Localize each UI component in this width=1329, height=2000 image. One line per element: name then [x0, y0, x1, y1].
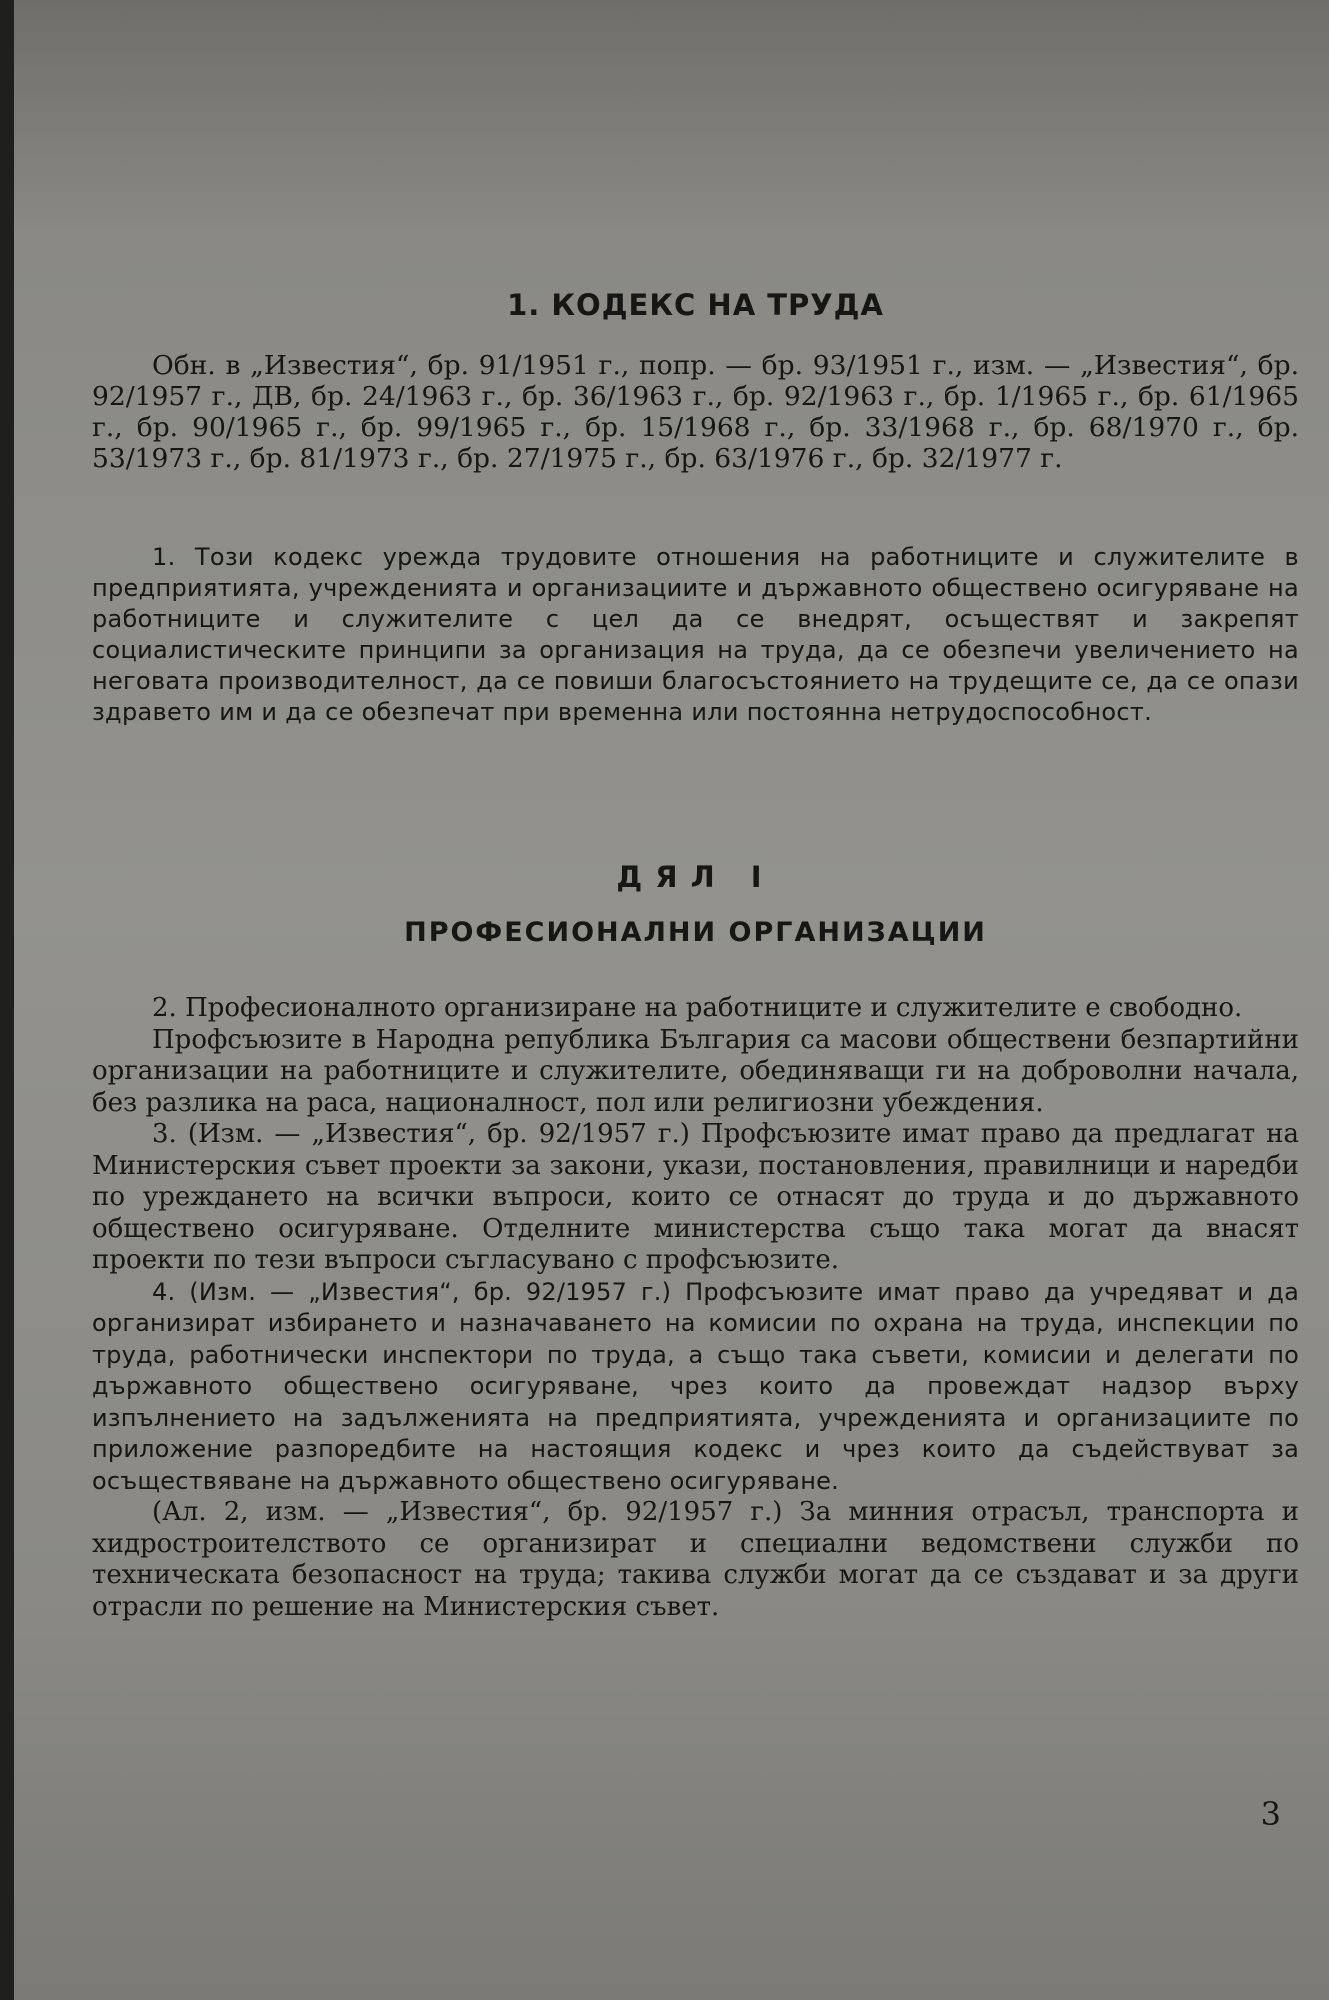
division-title: ПРОФЕСИОНАЛНИ ОРГАНИЗАЦИИ [404, 917, 987, 948]
page-number: 3 [1260, 1795, 1281, 1833]
article-4-paragraph-2: (Ал. 2, изм. — „Известия“, бр. 92/1957 г.) За минния отрасъл, транспорта и хидростроителството се организират и специални ведомствени служби по техническата безопасност на труда; такива служби могат да се създават и за други отрасли по решение на Министерския съвет. [92, 1497, 1299, 1622]
article-2: 2. Професионалното организиране на работниците и служителите е свободно. [152, 993, 1243, 1023]
article-1: 1. Този кодекс урежда трудовите отношения на работниците и служителите в предприятията, учрежденията и организациите и държавното обществено осигуряване на работниците и служителите с цел да се внедрят, осъществят и закрепят социалистическите принципи за организация на труда, да се обезпечи увеличението на неговата производителност, да се повиши благосъстоянието на трудещите се, да се опази здравето им и да се обезпечат при временна или постоянна нетрудоспособност. [92, 543, 1299, 726]
page-title: 1. КОДЕКС НА ТРУДА [507, 288, 884, 322]
division-body [92, 993, 1299, 1623]
division-label: ДЯЛ I [616, 860, 775, 894]
book-page [14, 0, 1329, 2000]
article-2-paragraph-2: Профсъюзите в Народна република България са масови обществени безпартийни организации на работниците и служителите, обединяващи ги на доброволни начала, без разлика на раса, националност, пол или религиозни убеждения. [92, 1024, 1299, 1118]
article-3: 3. (Изм. — „Известия“, бр. 92/1957 г.) Профсъюзите имат право да предлагат на Министерския съвет проекти за закони, укази, постановления, правилници и наредби по уреждането на всички въпроси, които се отнасят до труда и до държавното обществено осигуряване. Отделните министерства също така могат да внасят проекти по тези въпроси съгласувано с профсъюзите. [92, 1119, 1299, 1275]
publication-info: Обн. в „Известия“, бр. 91/1951 г., попр. — бр. 93/1951 г., изм. — „Известия“, бр. 92/1957 г., ДВ, бр. 24/1963 г., бр. 36/1963 г., бр. 92/1963 г., бр. 1/1965 г., бр. 61/1965 г., бр. 90/1965 г., бр. 99/1965 г., бр. 15/1968 г., бр. 33/1968 г., бр. 68/1970 г., бр. 53/1973 г., бр. 81/1973 г., бр. 27/1975 г., бр. 63/1976 г., бр. 32/1977 г. [92, 350, 1299, 474]
article-4: 4. (Изм. — „Известия“, бр. 92/1957 г.) Профсъюзите имат право да учредяват и да организират избирането и назначаването на комисии по охрана на труда, инспекции по труда, работнически инспектори по труда, а също така съвети, комисии и делегати по държавното обществено осигуряване, чрез които да провеждат надзор върху изпълнението на задълженията на предприятията, учрежденията и организациите по приложение разпоредбите на настоящия кодекс и чрез които да съдействуват за осъществяване на държавното обществено осигуряване. [92, 1277, 1299, 1495]
